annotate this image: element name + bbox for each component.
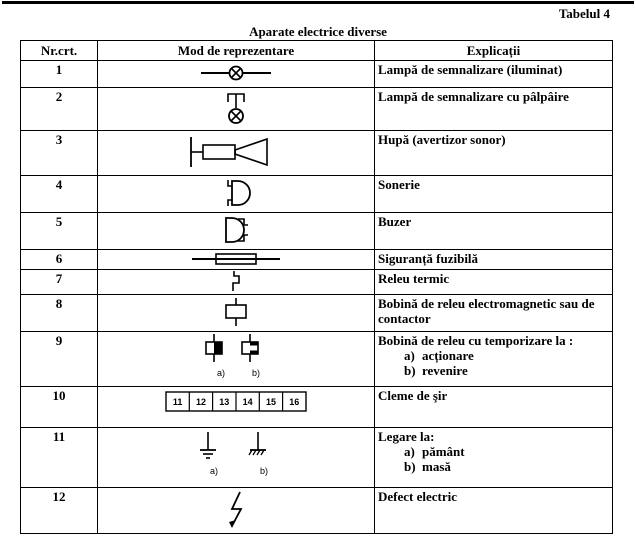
row-number: 8 (21, 295, 98, 332)
table-title: Aparate electrice diverse (249, 24, 387, 39)
explanation-cell: Sonerie (375, 176, 613, 213)
symbol-cell (98, 61, 375, 88)
symbol-cell (98, 270, 375, 295)
fuse-icon (186, 250, 286, 268)
row-number: 9 (21, 332, 98, 387)
explanation-cell (375, 428, 613, 488)
explanation-text: Legare la: (378, 429, 435, 444)
explanation-cell: Siguranță fuzibilă (375, 250, 613, 270)
bell-icon (216, 176, 256, 210)
table-row (21, 88, 613, 131)
lamp-icon (191, 61, 281, 85)
explanation-cell: Lampă de semnalizare (iluminat) (375, 61, 613, 88)
row-number: 10 (21, 387, 98, 428)
symbol-cell (98, 88, 375, 131)
table-row (21, 488, 613, 534)
explanation-cell: Releu termic (375, 270, 613, 295)
symbol-cell (98, 387, 375, 428)
fault-icon (216, 488, 256, 530)
table-row (21, 270, 613, 295)
symbol-label-a: a) (210, 466, 219, 476)
symbol-cell (98, 488, 375, 534)
symbol-label-b: b) (260, 466, 269, 476)
explanation-cell: Buzer (375, 213, 613, 250)
symbol-cell (98, 332, 375, 387)
symbol-cell (98, 131, 375, 176)
row-number: 12 (21, 488, 98, 534)
terminal-label: 11 (172, 397, 183, 407)
relay-coil-icon (216, 295, 256, 329)
explanation-cell: Hupă (avertizor sonor) (375, 131, 613, 176)
thermal-relay-icon (221, 270, 251, 292)
table-caption: Tabelul 4 (558, 6, 610, 21)
explanation-cell (375, 332, 613, 387)
table-row (21, 131, 613, 176)
buzzer-icon (216, 213, 256, 247)
row-number: 6 (21, 250, 98, 270)
symbol-cell (98, 176, 375, 213)
row-number: 2 (21, 88, 98, 131)
table-row (21, 332, 613, 387)
symbol-cell (98, 213, 375, 250)
row-number: 5 (21, 213, 98, 250)
terminal-label: 12 (195, 397, 207, 407)
top-rule (2, 1, 634, 4)
symbol-cell (98, 295, 375, 332)
apparatus-table (20, 40, 613, 534)
table-row (21, 61, 613, 88)
symbol-cell (98, 250, 375, 270)
explanation-text: Bobină de releu cu temporizare la : (378, 333, 574, 348)
terminal-strip-icon (163, 387, 309, 417)
header-representation: Mod de reprezentare (98, 41, 375, 61)
horn-icon (181, 131, 291, 173)
symbol-cell (98, 428, 375, 488)
explanation-cell: Cleme de şir (375, 387, 613, 428)
symbol-label-b: b) (252, 368, 261, 378)
table-row (21, 387, 613, 428)
table-row (21, 428, 613, 488)
flashing-lamp-icon (216, 88, 256, 128)
header-explanation: Explicații (375, 41, 613, 61)
row-number: 7 (21, 270, 98, 295)
list-item: b) revenire (404, 363, 468, 378)
ground-icon (188, 428, 284, 480)
explanation-cell: Defect electric (375, 488, 613, 534)
header-nr: Nr.crt. (21, 41, 98, 61)
table-row (21, 176, 613, 213)
terminal-label: 14 (242, 397, 253, 407)
terminal-label: 15 (265, 397, 277, 407)
terminal-label: 16 (289, 397, 300, 407)
table-row (21, 295, 613, 332)
row-number: 1 (21, 61, 98, 88)
explanation-cell: Bobină de releu electromagnetic sau de contactor (375, 295, 613, 332)
explanation-cell: Lampă de semnalizare cu pâlpâire (375, 88, 613, 131)
timed-relay-coil-icon (196, 332, 276, 382)
header-row (21, 41, 613, 61)
table-row (21, 250, 613, 270)
symbol-label-a: a) (217, 368, 226, 378)
table-row (21, 213, 613, 250)
row-number: 3 (21, 131, 98, 176)
list-item: b) masă (404, 459, 451, 474)
row-number: 11 (21, 428, 98, 488)
list-item: a) acționare (404, 348, 474, 363)
list-item: a) pământ (404, 444, 465, 459)
terminal-label: 13 (219, 397, 230, 407)
row-number: 4 (21, 176, 98, 213)
